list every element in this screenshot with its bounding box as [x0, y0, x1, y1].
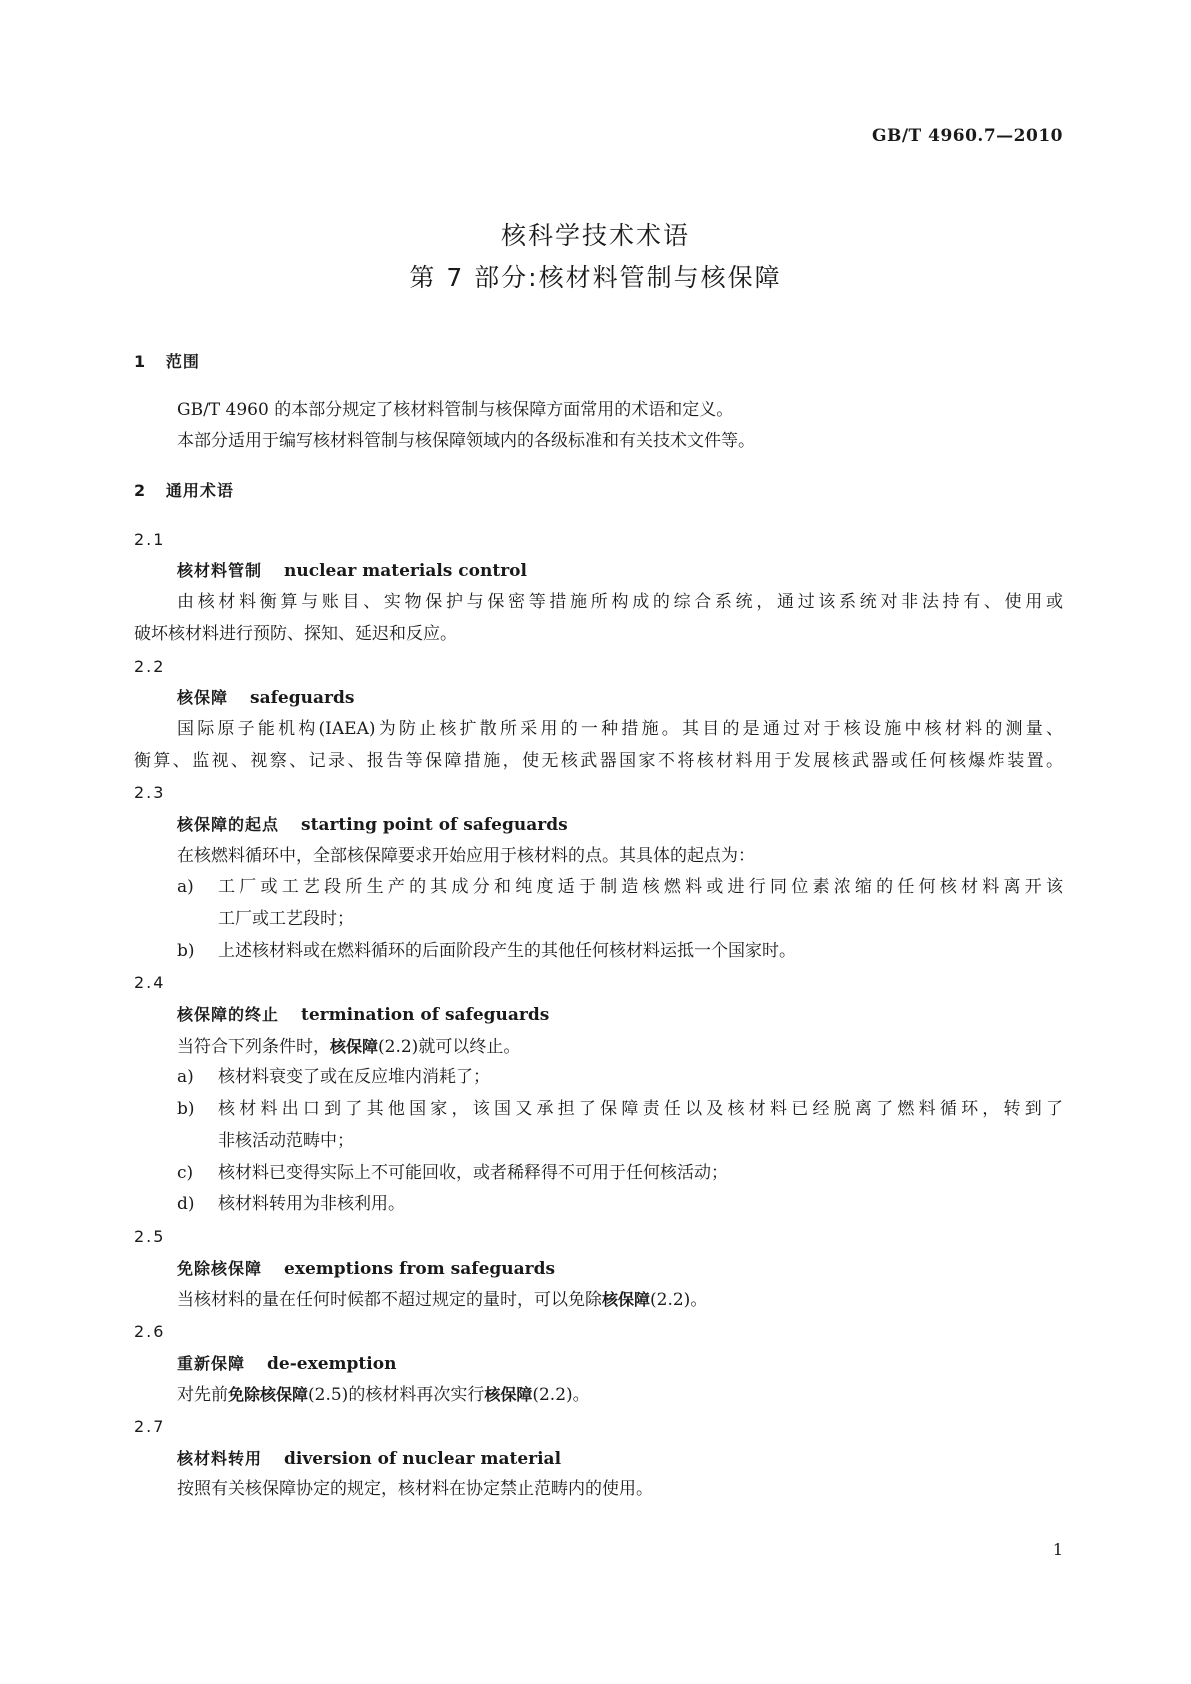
term-en: starting point of safeguards: [301, 814, 568, 835]
definition-line: 在核燃料循环中，全部核保障要求开始应用于核材料的点。其具体的起点为：: [177, 845, 755, 866]
definition-text: 对先前: [177, 1385, 228, 1406]
definition-text: (2.2)。: [650, 1290, 708, 1311]
term-en: de-exemption: [267, 1353, 397, 1374]
document-title: 核科学技术术语: [500, 221, 690, 250]
definition-text: 当符合下列条件时，: [177, 1036, 330, 1057]
list-label: b): [177, 1099, 195, 1120]
list-text: 工厂或工艺段所生产的其成分和纯度适于制造核燃料或进行同位素浓缩的任何核材料离开该: [218, 877, 1063, 898]
term-zh: 核保障的起点: [177, 814, 280, 834]
list-item: [134, 1158, 1063, 1190]
list-text-continued: 工厂或工艺段时；: [218, 909, 354, 929]
list-label: d): [177, 1194, 195, 1215]
paragraph-line: 本部分适用于编写核材料管制与核保障领域内的各级标准和有关技术文件等。: [177, 431, 755, 452]
list-label: c): [177, 1162, 194, 1183]
section-number: 1: [134, 352, 147, 371]
list-item: [134, 1189, 1063, 1221]
term-title: [134, 1253, 1063, 1285]
list-item: [134, 872, 1063, 904]
term-number: 2.6: [134, 1321, 166, 1341]
list-item: [134, 936, 1063, 968]
term-number: 2.1: [134, 529, 166, 549]
paragraph-line: GB/T 4960 的本部分规定了核材料管制与核保障方面常用的术语和定义。: [177, 399, 734, 420]
list-label: a): [177, 877, 194, 898]
term-number: 2.5: [134, 1226, 166, 1246]
standard-code: GB/T 4960.7—2010: [871, 126, 1063, 146]
list-item: [134, 1062, 1063, 1094]
page-number: 1: [1052, 1540, 1063, 1559]
term-zh: 免除核保障: [177, 1258, 263, 1278]
term-title: [134, 1443, 1063, 1475]
term-reference: 核保障: [484, 1385, 533, 1405]
section-heading-scope: [134, 346, 1063, 378]
list-label: a): [177, 1067, 194, 1088]
definition-line: [134, 1284, 1063, 1316]
list-text: 上述核材料或在燃料循环的后面阶段产生的其他任何核材料运抵一个国家时。: [218, 940, 796, 961]
term-en: diversion of nuclear material: [284, 1448, 562, 1469]
definition-line: 由核材料衡算与账目、实物保护与保密等措施所构成的综合系统，通过该系统对非法持有、使用或: [177, 592, 1063, 613]
definition-line: 按照有关核保障协定的规定，核材料在协定禁止范畴内的使用。: [177, 1479, 653, 1500]
list-label: b): [177, 940, 195, 961]
term-reference: 核保障: [602, 1290, 651, 1310]
section-label: 通用术语: [165, 481, 234, 501]
term-number: 2.4: [134, 973, 166, 993]
term-en: nuclear materials control: [284, 561, 527, 582]
term-zh: 核保障: [177, 688, 229, 708]
term-reference: 免除核保障: [228, 1385, 309, 1405]
term-zh: 重新保障: [177, 1353, 246, 1373]
section-number: 2: [134, 481, 147, 501]
definition-line: 国际原子能机构(IAEA)为防止核扩散所采用的一种措施。其目的是通过对于核设施中核材料的测量、: [177, 718, 1063, 739]
section-label: 范围: [165, 352, 200, 371]
definition-text: 当核材料的量在任何时候都不超过规定的量时，可以免除: [177, 1290, 602, 1311]
list-text: 核材料出口到了其他国家，该国又承担了保障责任以及核材料已经脱离了燃料循环，转到了: [218, 1099, 1063, 1120]
definition-line: 衡算、监视、视察、记录、报告等保障措施，使无核武器国家不将核材料用于发展核武器或任何核爆炸装置。: [134, 750, 1063, 771]
term-en: termination of safeguards: [301, 1005, 550, 1026]
term-reference: 核保障: [330, 1036, 379, 1056]
definition-line: 破坏核材料进行预防、探知、延迟和反应。: [134, 623, 457, 644]
list-text: 核材料衰变了或在反应堆内消耗了；: [218, 1067, 490, 1088]
document-body: [134, 346, 1063, 1506]
section-heading-general-terms: [134, 475, 1063, 507]
term-title: [134, 682, 1063, 714]
term-title: [134, 555, 1063, 587]
definition-text: (2.5)的核材料再次实行: [308, 1385, 485, 1406]
term-number: 2.2: [134, 656, 166, 676]
term-zh: 核保障的终止: [177, 1005, 280, 1025]
list-text: 核材料已变得实际上不可能回收，或者稀释得不可用于任何核活动；: [218, 1162, 728, 1183]
list-item: [134, 1094, 1063, 1126]
term-en: exemptions from safeguards: [284, 1258, 556, 1279]
list-text: 核材料转用为非核利用。: [218, 1194, 405, 1215]
definition-text: (2.2)就可以终止。: [378, 1036, 521, 1057]
definition-line: [134, 1379, 1063, 1411]
definition-text: (2.2)。: [532, 1385, 590, 1406]
term-number: 2.7: [134, 1417, 166, 1436]
term-en: safeguards: [250, 688, 355, 709]
term-title: [134, 1348, 1063, 1380]
term-title: [134, 809, 1063, 841]
definition-line: [134, 1031, 1063, 1063]
term-title: [134, 999, 1063, 1031]
document-subtitle: 第 7 部分:核材料管制与核保障: [409, 263, 782, 292]
list-text-continued: 非核活动范畴中；: [218, 1130, 354, 1151]
term-number: 2.3: [134, 783, 166, 803]
term-zh: 核材料转用: [177, 1448, 263, 1468]
term-zh: 核材料管制: [177, 561, 263, 581]
